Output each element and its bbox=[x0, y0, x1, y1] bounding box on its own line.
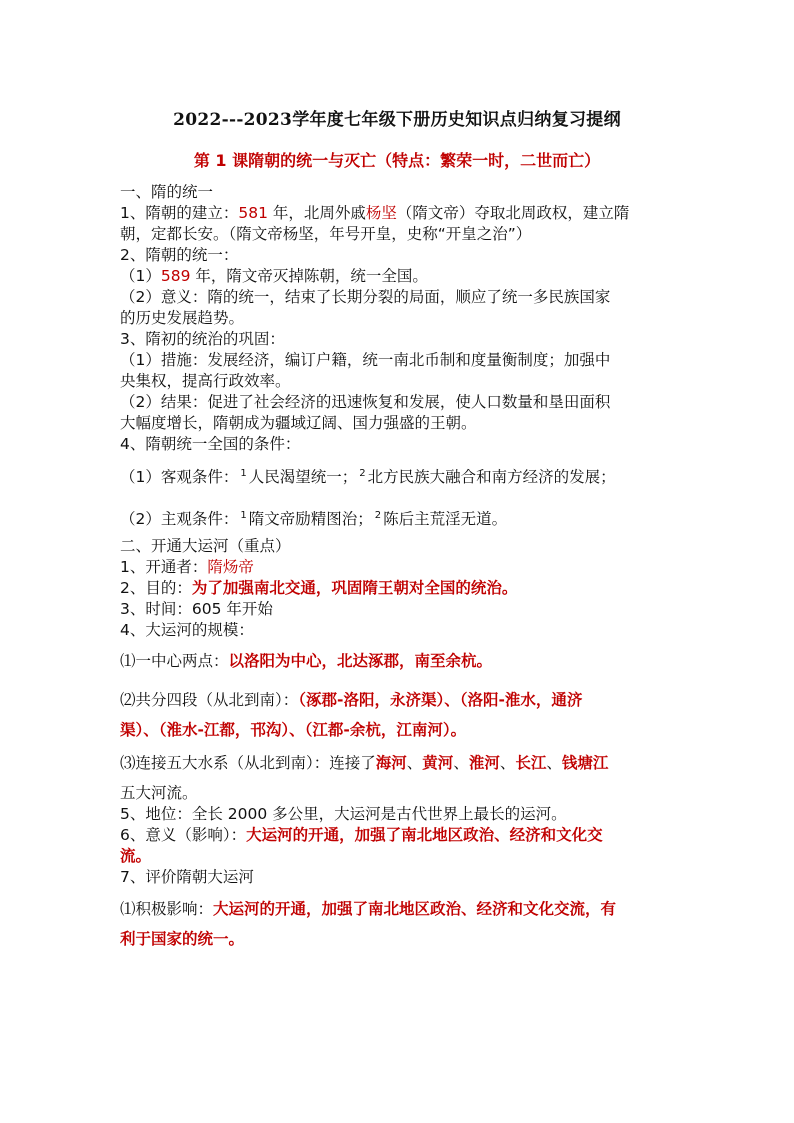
section-heading-grand-canal: 二、开通大运河（重点） bbox=[120, 537, 291, 555]
text-line: ⑵共分四段（从北到南）：（涿郡-洛阳，永济渠）、（洛阳-淮水，通济 bbox=[120, 691, 583, 709]
text-line: 5、地位：全长 2000 多公里，大运河是古代世界上最长的运河。 bbox=[120, 805, 567, 823]
text-line: 的历史发展趋势。 bbox=[120, 309, 245, 327]
text-line: 4、隋朝统一全国的条件： bbox=[120, 435, 301, 453]
text-line: ⑴积极影响：大运河的开通，加强了南北地区政治、经济和文化交流，有 bbox=[120, 900, 617, 918]
lesson-title: 第 1 课隋朝的统一与灭亡（特点：繁荣一时，二世而亡） bbox=[193, 151, 601, 170]
text-line: （2）意义：隋的统一，结束了长期分裂的局面，顺应了统一多民族国家 bbox=[120, 288, 611, 306]
text-line: 1、隋朝的建立：581 年，北周外戚杨坚（隋文帝）夺取北周政权，建立隋 bbox=[120, 204, 630, 222]
text-line: 利于国家的统一。 bbox=[120, 930, 245, 948]
document-title: 2022---2023学年度七年级下册历史知识点归纳复习提纲 bbox=[173, 110, 621, 130]
text-line: （1）589 年，隋文帝灭掉陈朝，统一全国。 bbox=[120, 267, 428, 285]
text-line: （1）客观条件： $^1$ 人民渴望统一； $^2$ 北方民族大融合和南方经济的发展； bbox=[120, 468, 616, 487]
text-line: 3、隋初的统治的巩固： bbox=[120, 330, 285, 348]
text-line: （1）措施：发展经济，编订户籍，统一南北币制和度量衡制度；加强中 bbox=[120, 351, 611, 369]
text-line: 五大河流。 bbox=[120, 784, 198, 802]
text-line: 朝，定都长安。（隋文帝杨坚，年号开皇，史称“开皇之治”） bbox=[120, 225, 532, 243]
text-line: 6、意义（影响）：大运河的开通，加强了南北地区政治、经济和文化交 bbox=[120, 826, 603, 844]
section-heading-sui-unification: 一、隋的统一 bbox=[120, 183, 214, 201]
text-line: 渠）、（淮水-江都，邗沟）、（江都-余杭，江南河）。 bbox=[120, 721, 467, 739]
text-line: 3、时间：605 年开始 bbox=[120, 600, 273, 618]
text-line: 2、目的：为了加强南北交通，巩固隋王朝对全国的统治。 bbox=[120, 579, 518, 597]
text-line: 7、评价隋朝大运河 bbox=[120, 868, 254, 886]
text-line: （2）主观条件： $^1$ 隋文帝励精图治； $^2$ 陈后主荒淫无道。 bbox=[120, 510, 508, 529]
text-line: ⑶连接五大水系（从北到南）：连接了海河、黄河、淮河、长江、钱塘江 bbox=[120, 754, 609, 772]
text-line: 1、开通者：隋炀帝 bbox=[120, 558, 254, 576]
text-line: ⑴一中心两点：以洛阳为中心，北达涿郡，南至余杭。 bbox=[120, 652, 493, 670]
text-line: 4、大运河的规模： bbox=[120, 621, 254, 639]
text-line: 2、隋朝的统一： bbox=[120, 246, 239, 264]
text-line: （2）结果：促进了社会经济的迅速恢复和发展，使人口数量和垦田面积 bbox=[120, 393, 611, 411]
text-line: 流。 bbox=[120, 847, 152, 865]
text-line: 大幅度增长，隋朝成为疆域辽阔、国力强盛的王朝。 bbox=[120, 414, 477, 432]
text-line: 央集权，提高行政效率。 bbox=[120, 372, 291, 390]
